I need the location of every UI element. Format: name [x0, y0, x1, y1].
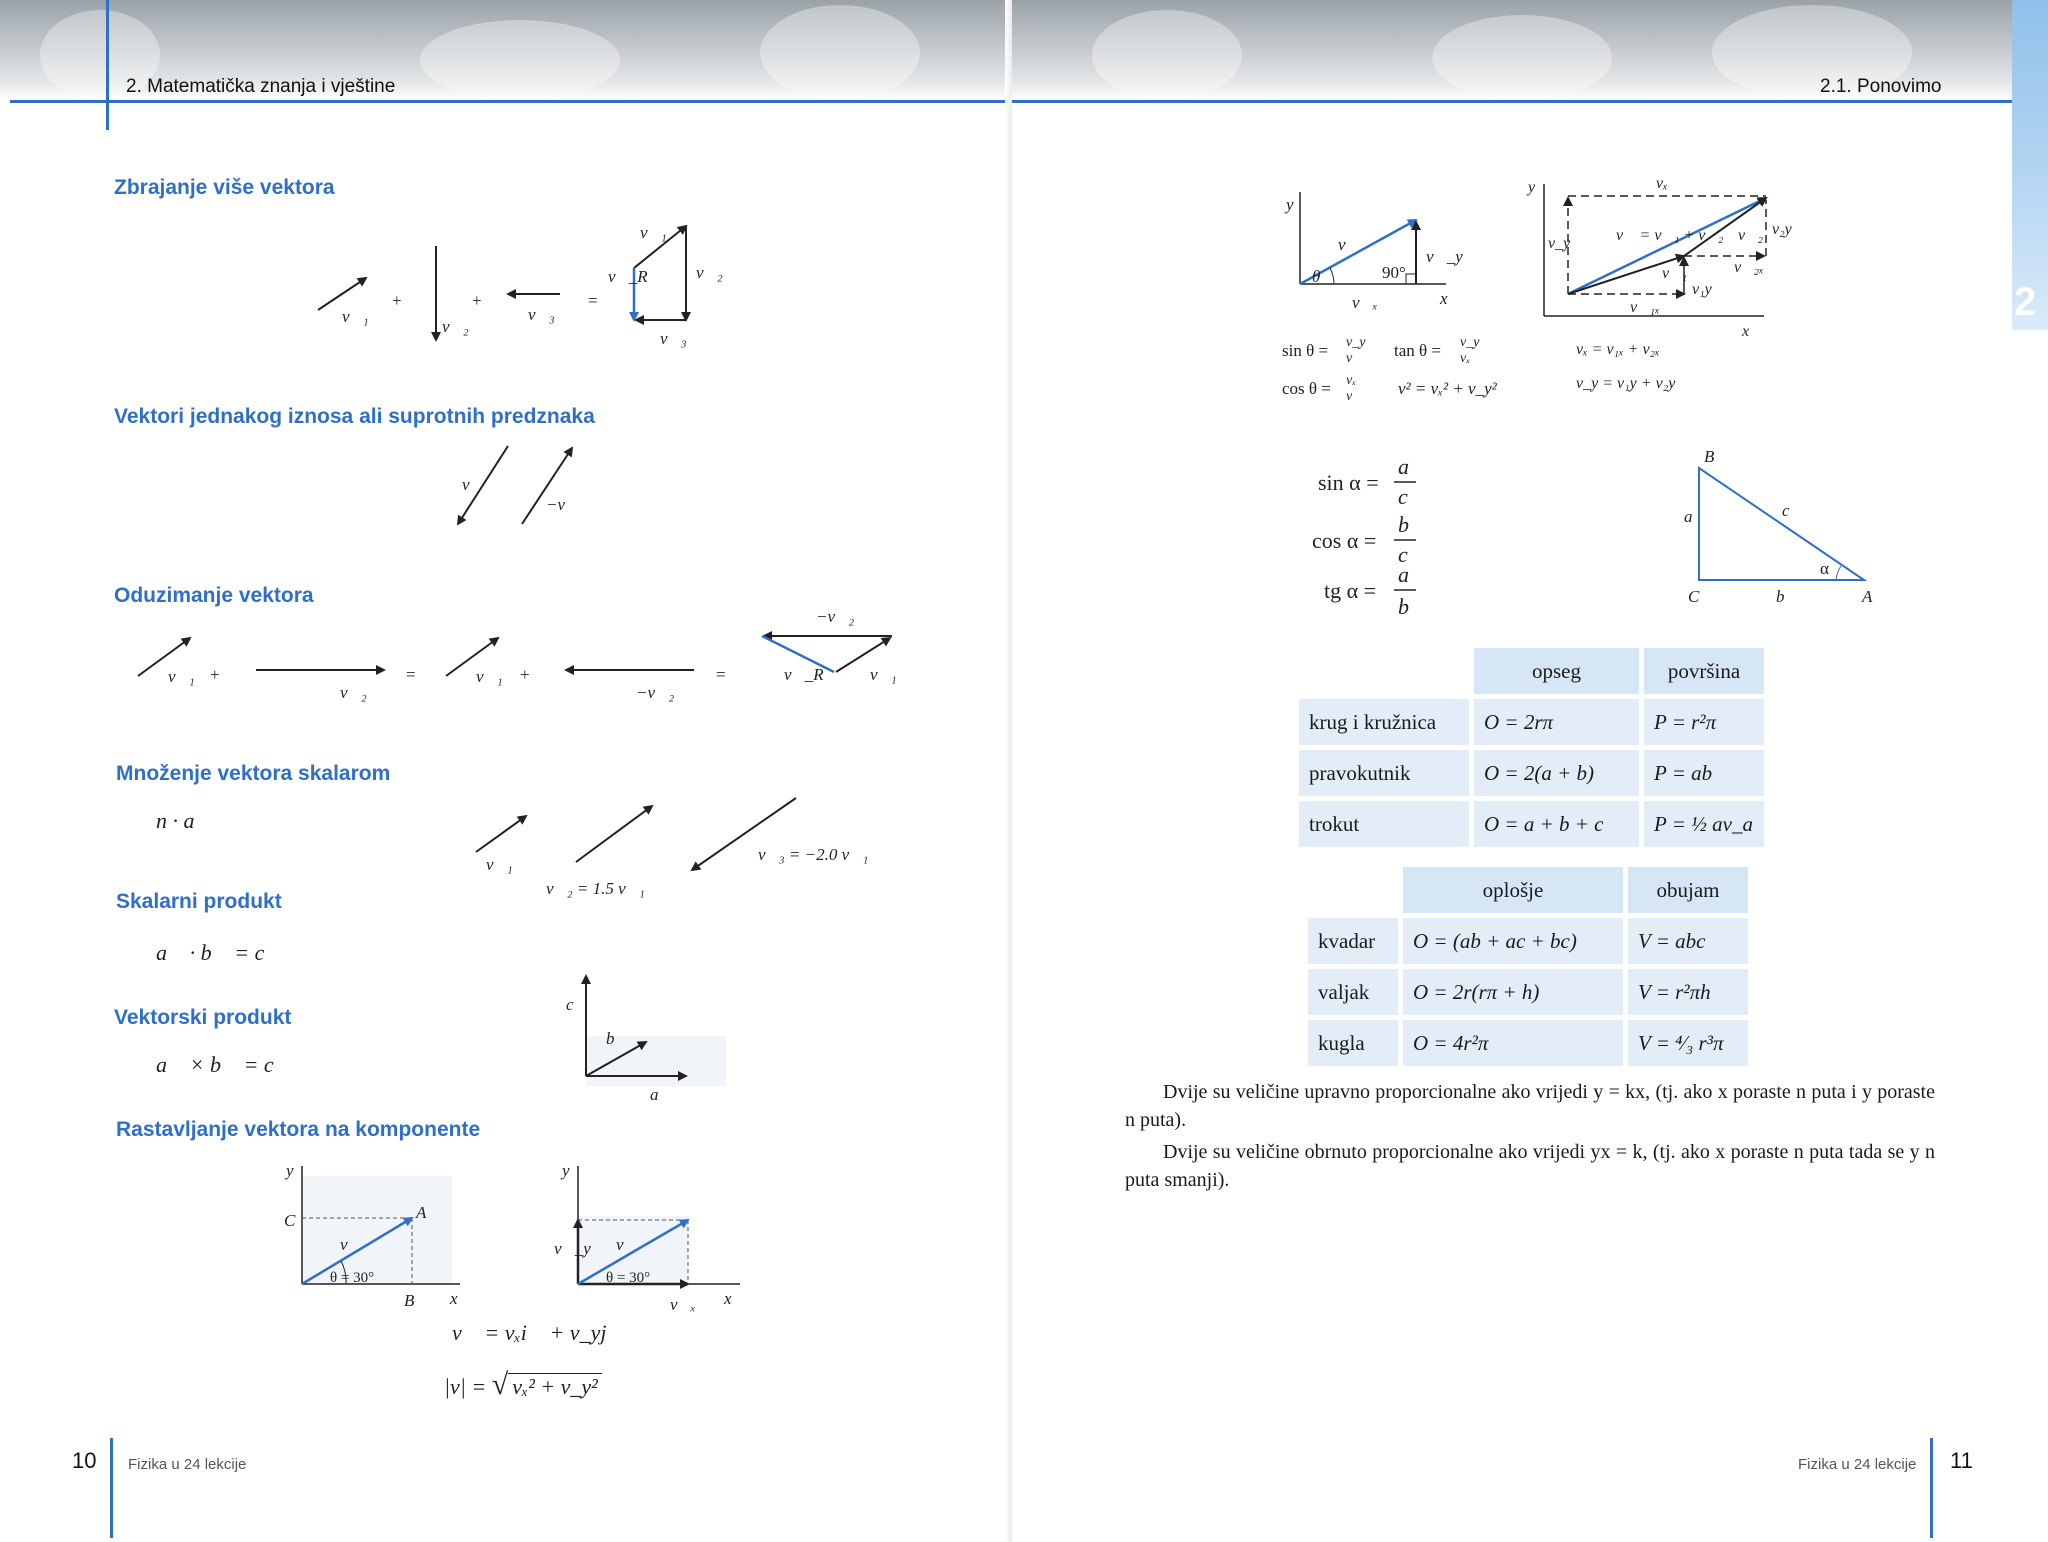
label-v: v⃗ — [1338, 235, 1359, 254]
left-figures — [0, 0, 1012, 1542]
frac-num: v_y — [1460, 335, 1480, 350]
label-C: C — [1688, 587, 1700, 606]
label-A: A — [1862, 587, 1873, 606]
footer-book-title: Fizika u 24 lekcije — [128, 1456, 247, 1473]
footer-vertical-rule — [1930, 1438, 1933, 1538]
col-perimeter: opseg — [1474, 648, 1639, 694]
label-alpha: α — [1820, 559, 1829, 578]
table-header-row — [1299, 648, 1764, 694]
label-y: y — [1528, 179, 1536, 196]
perimeter-formula: O = a + b + c — [1474, 801, 1639, 847]
figure-components-left — [284, 1161, 460, 1310]
label-v2x: v⃗₂ₓ — [1734, 259, 1764, 276]
label-A: A — [416, 1203, 427, 1222]
label-theta: θ — [1312, 267, 1321, 286]
label-b: b — [1776, 587, 1785, 606]
label-y: y — [1286, 195, 1294, 214]
triangle — [1699, 468, 1864, 580]
formula-dot-product: a⃗ · b⃗ = c — [156, 940, 265, 965]
table-header-row — [1308, 867, 1748, 913]
label-B: B — [1704, 447, 1715, 466]
label-b: b⃗ — [606, 1029, 628, 1048]
plus-sign: + — [210, 665, 220, 684]
label-y: y — [562, 1161, 570, 1180]
table-row — [1308, 918, 1748, 964]
running-header: 2. Matematička znanja i vještine — [126, 76, 396, 97]
table-plane-figures — [1294, 643, 1769, 852]
formula-vector-components: v⃗ = vₓi⃗ + v_yj⃗ — [452, 1320, 624, 1345]
volume-formula: V = ⁴⁄₃ r³π — [1628, 1020, 1748, 1066]
label-x: x — [1742, 323, 1750, 340]
arrow-v1 — [318, 278, 366, 310]
area-formula: P = r²π — [1644, 699, 1764, 745]
figure-add-vectors — [318, 223, 723, 348]
formula-vx-sum: vₓ = v₁ₓ + v₂ₓ — [1576, 341, 1660, 358]
solid-name: valjak — [1308, 969, 1398, 1015]
paragraph-direct-proportion: Dvije su veličine upravno proporcionalne ako vrijedi y = kx, (tj. ako x poraste n puta i y poraste n puta). — [1125, 1081, 1935, 1131]
tan-theta-label: tan θ = — [1394, 341, 1441, 360]
frac-num: a — [1398, 454, 1409, 479]
frac-num: b — [1398, 512, 1409, 537]
arrow-v2 — [576, 806, 652, 862]
label-v1y: v₁y — [1692, 281, 1712, 298]
figure-cross-product — [566, 976, 726, 1104]
table-row — [1308, 969, 1748, 1015]
label-x: x — [1440, 289, 1448, 308]
label-v1: v⃗₁ — [486, 855, 513, 874]
right-page — [1012, 0, 2048, 1542]
label-minus-v: −v⃗ — [546, 495, 579, 514]
label-v3: v⃗₃ — [660, 329, 687, 348]
solid-name: kugla — [1308, 1020, 1398, 1066]
equals-sign: = — [716, 665, 726, 684]
label-v3: v⃗₃ — [528, 305, 555, 324]
formulas-trig-alpha — [1312, 454, 1416, 619]
frac-den: c — [1398, 484, 1408, 509]
label-vR: v⃗_R — [784, 665, 824, 684]
formula-vector-magnitude: |v| = √ vₓ² + v_y² — [444, 1368, 602, 1402]
label-v1: v⃗₁ — [168, 667, 195, 686]
solid-name: kvadar — [1308, 918, 1398, 964]
table-row — [1299, 699, 1764, 745]
frac-num: vₓ — [1346, 373, 1357, 388]
surface-formula: O = 4r²π — [1403, 1020, 1623, 1066]
label-v1: v⃗₁ — [640, 223, 667, 242]
arrow-v1 — [476, 816, 526, 852]
page-number: 10 — [72, 1448, 97, 1473]
label-vx: vₓ — [1656, 175, 1668, 192]
label-a: a⃗ — [650, 1085, 672, 1104]
label-v2: v⃗₂ — [696, 263, 723, 282]
paragraph-inverse-proportion: Dvije su veličine obrnuto proporcionalne ako vrijedi yx = k, (tj. ako x poraste n puta tada se y n puta smanji). — [1125, 1141, 1935, 1191]
label-x: x — [724, 1289, 732, 1308]
label-v3-m20: v⃗₃ = −2.0 v⃗₁ — [758, 845, 869, 864]
footer-vertical-rule — [110, 1438, 113, 1538]
cos-theta-label: cos θ = — [1282, 379, 1331, 398]
heading-add-vectors: Zbrajanje više vektora — [114, 176, 335, 199]
label-c: c — [1782, 501, 1790, 520]
frac-den: vₓ — [1460, 351, 1471, 366]
formula-scalar-mult: n · a⃗ — [156, 808, 212, 833]
heading-scalar-multiplication: Množenje vektora skalarom — [116, 762, 391, 785]
label-vy: v⃗_y — [554, 1239, 591, 1258]
label-x: x — [450, 1289, 458, 1308]
table-row — [1299, 750, 1764, 796]
frac-den: c — [1398, 542, 1408, 567]
label-vx: v⃗ₓ — [670, 1295, 696, 1314]
perimeter-formula: O = 2(a + b) — [1474, 750, 1639, 796]
col-surface: oplošje — [1403, 867, 1623, 913]
formula-vy-sum: v_y = v₁y + v₂y — [1576, 375, 1676, 392]
label-vy: v_y — [1548, 235, 1571, 252]
label-v2: v⃗₂ — [1738, 227, 1764, 244]
label-v2: v⃗₂ — [340, 683, 367, 702]
tg-alpha-label: tg α = — [1324, 578, 1377, 603]
label-v2-15: v⃗₂ = 1.5 v⃗₁ — [546, 879, 645, 898]
label-v2y: v₂y — [1772, 221, 1792, 238]
perimeter-formula: O = 2rπ — [1474, 699, 1639, 745]
label-minus-v2: −v⃗₂ — [816, 607, 855, 626]
label-v1: v⃗₁ — [1662, 265, 1688, 282]
heading-opposite-vectors: Vektori jednakog iznosa ali suprotnih predznaka — [114, 405, 595, 428]
label-theta30: θ = 30° — [330, 1270, 375, 1286]
figure-scalar-multiplication — [476, 798, 868, 898]
shape-name: trokut — [1299, 801, 1469, 847]
formula-cross-product: a⃗ × b⃗ = c⃗ — [156, 1052, 291, 1077]
plus-sign: + — [472, 291, 482, 310]
col-volume: obujam — [1628, 867, 1748, 913]
frac-num: v_y — [1346, 335, 1366, 350]
area-formula: P = ½ av_a — [1644, 801, 1764, 847]
label-v: v⃗ — [340, 1235, 361, 1254]
footer-book-title: Fizika u 24 lekcije — [1798, 1456, 1917, 1473]
label-y: y — [286, 1161, 294, 1180]
frac-den: v — [1346, 389, 1353, 404]
equals-sign: = — [588, 291, 598, 310]
label-v: v⃗ — [616, 1235, 637, 1254]
left-page — [0, 0, 1012, 1542]
figure-vector-angle — [1284, 192, 1463, 312]
table-row — [1308, 1020, 1748, 1066]
label-v1x: v⃗₁ₓ — [1630, 299, 1660, 316]
label-vR: v⃗_R — [608, 267, 648, 286]
frac-den: b — [1398, 594, 1409, 619]
figure-components-right — [554, 1161, 740, 1314]
figure-right-triangle — [1684, 447, 1873, 606]
frac-num: a — [1398, 562, 1409, 587]
label-vx: v⃗ₓ — [1352, 293, 1378, 312]
label-v-sum: v⃗ = v⃗₁ + v⃗₂ — [1616, 227, 1724, 244]
label-v2: v⃗₂ — [442, 317, 469, 336]
surface-formula: O = (ab + ac + bc) — [1403, 918, 1623, 964]
label-theta30: θ = 30° — [606, 1270, 651, 1286]
figure-vector-sum-components — [1526, 175, 1793, 392]
equals-sign: = — [406, 665, 416, 684]
label-vy: v⃗_y — [1426, 247, 1463, 266]
label-c: c⃗ — [566, 995, 587, 1014]
label-v1: v⃗₁ — [870, 665, 897, 684]
label-C: C — [284, 1211, 296, 1230]
heading-vector-components: Rastavljanje vektora na komponente — [116, 1118, 481, 1141]
table-row — [1299, 801, 1764, 847]
cos-alpha-label: cos α = — [1312, 528, 1377, 553]
plus-sign: + — [392, 291, 402, 310]
figure-opposite-vectors — [458, 446, 578, 524]
shape-name: krug i kružnica — [1299, 699, 1469, 745]
heading-dot-product: Skalarni produkt — [116, 890, 282, 913]
formulas-trig-theta — [1282, 335, 1498, 404]
formula-v-squared: v² = vₓ² + v_y² — [1398, 379, 1497, 398]
plus-sign: + — [520, 665, 530, 684]
volume-formula: V = r²πh — [1628, 969, 1748, 1015]
area-formula: P = ab — [1644, 750, 1764, 796]
label-v: v⃗ — [462, 475, 483, 494]
col-area: površina — [1644, 648, 1764, 694]
label-v1: v⃗₁ — [342, 307, 369, 326]
sin-alpha-label: sin α = — [1318, 470, 1379, 495]
volume-formula: V = abc — [1628, 918, 1748, 964]
right-figures — [1012, 0, 2012, 640]
sin-theta-label: sin θ = — [1282, 341, 1329, 360]
label-v1: v⃗₁ — [476, 667, 503, 686]
heading-cross-product: Vektorski produkt — [114, 1006, 292, 1029]
label-a: a — [1684, 507, 1693, 526]
surface-formula: O = 2r(rπ + h) — [1403, 969, 1623, 1015]
table-solids — [1303, 862, 1753, 1071]
label-minus-v2: −v⃗₂ — [636, 683, 675, 702]
running-header: 2.1. Ponovimo — [1820, 76, 1942, 97]
heading-subtract-vectors: Oduzimanje vektora — [114, 584, 314, 607]
frac-den: v — [1346, 351, 1353, 366]
page-number: 11 — [1950, 1448, 1973, 1473]
label-angle90: 90° — [1382, 263, 1406, 282]
shape-name: pravokutnik — [1299, 750, 1469, 796]
chapter-tab: 2 — [2012, 0, 2048, 330]
label-B: B — [404, 1291, 415, 1310]
figure-subtract-vectors — [138, 607, 897, 702]
